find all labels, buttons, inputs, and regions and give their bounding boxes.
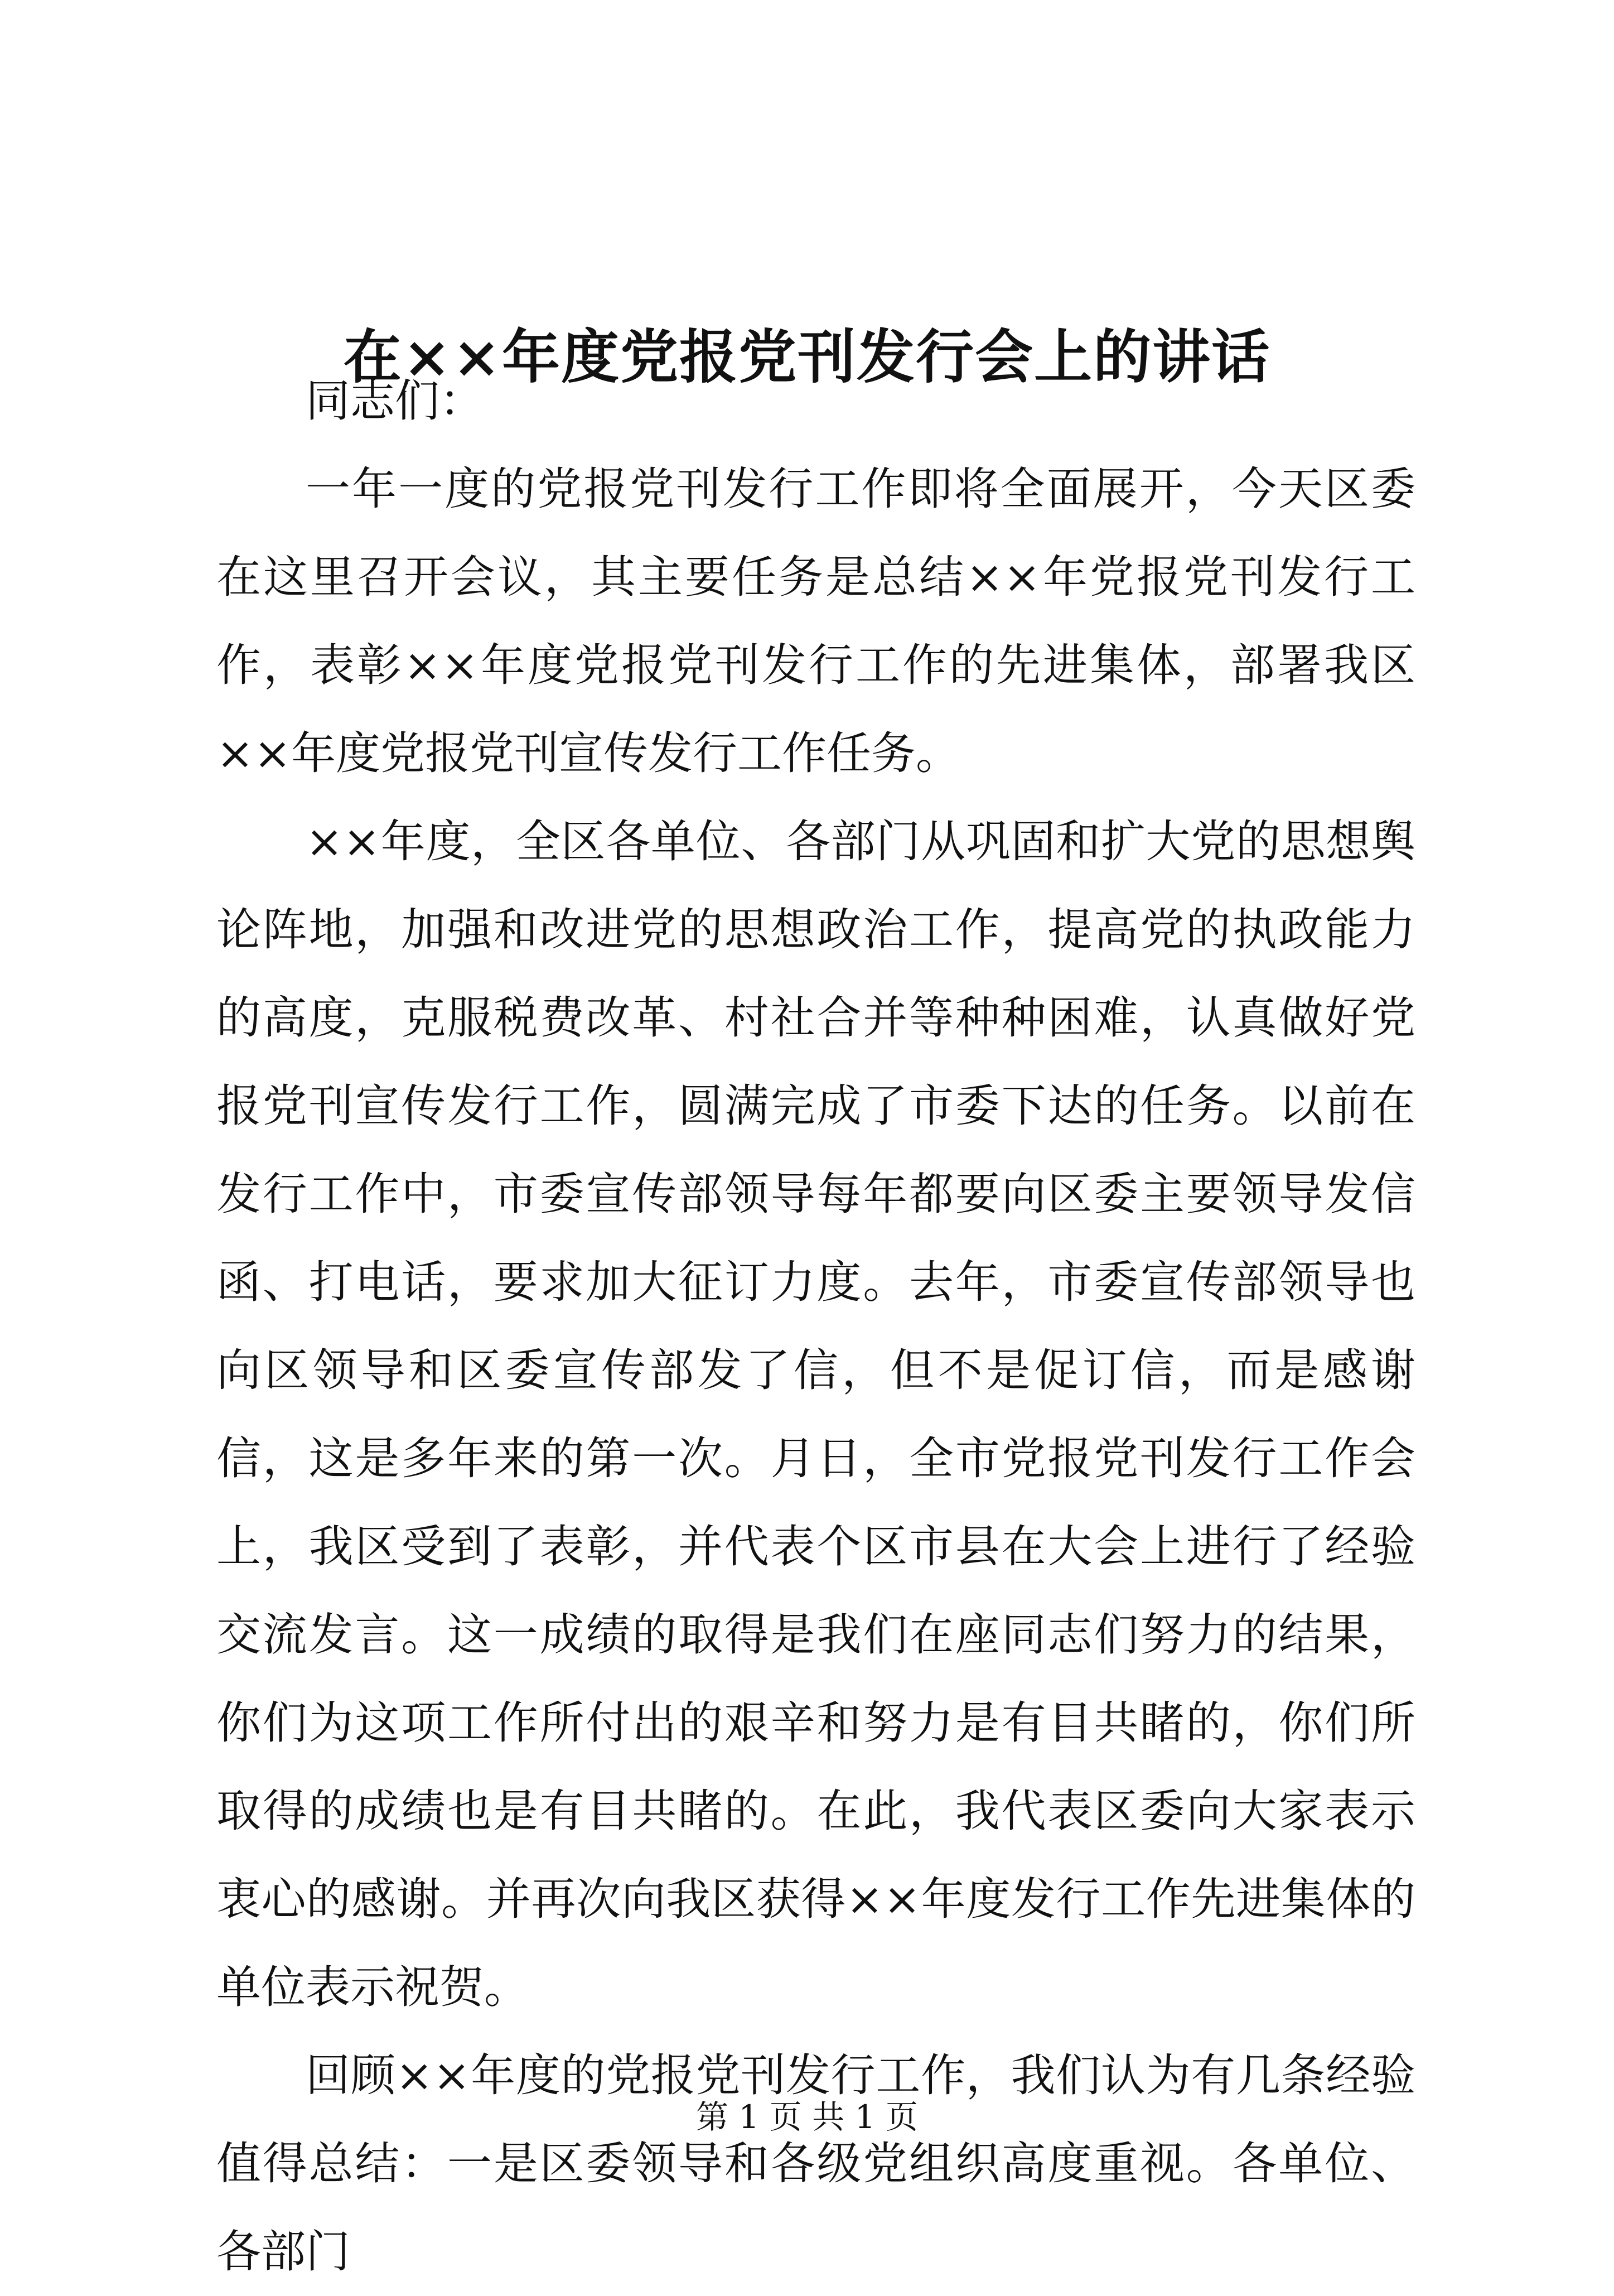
paragraph-2: ××年度，全区各单位、各部门从巩固和扩大党的思想舆论阵地，加强和改进党的思想政治工作，提高党的执政能力的高度，克服税费改革、村社合并等种种困难，认真做好党报党刊宣传发行工作，圆满完成了市委下达的任务。以前在发行工作中，市委宣传部领导每年都要向区委主要领导发信函、打电话，要求加大征订力度。去年，市委宣传部领导也向区领导和区委宣传部发了信，但不是促订信，而是感谢信，这是多年来的第一次。月日，全市党报党刊发行工作会上，我区受到了表彰，并代表个区市县在大会上进行了经验交流发言。这一成绩的取得是我们在座同志们努力的结果，你们为这项工作所付出的艰辛和努力是有目共睹的，你们所取得的成绩也是有目共睹的。在此，我代表区委向大家表示衷心的感谢。并再次向我区获得××年度发行工作先进集体的单位表示祝贺。 — [216, 816, 1415, 2013]
salutation: 同志们： — [306, 375, 484, 427]
document-title: 在××年度党报党刊发行会上的讲话 — [343, 322, 1271, 391]
document-body — [216, 357, 1415, 2296]
paragraph-3: 回顾××年度的党报党刊发行工作，我们认为有几条经验值得总结：一是区委领导和各级党组织高度重视。各单位、各部门 — [216, 2049, 1415, 2278]
page-footer: 第 1 页 共 1 页 — [696, 2098, 918, 2136]
paragraph-1: 一年一度的党报党刊发行工作即将全面展开，今天区委在这里召开会议，其主要任务是总结××年党报党刊发行工作，表彰××年度党报党刊发行工作的先进集体，部署我区××年度党报党刊宣传发行工作任务。 — [216, 463, 1415, 779]
